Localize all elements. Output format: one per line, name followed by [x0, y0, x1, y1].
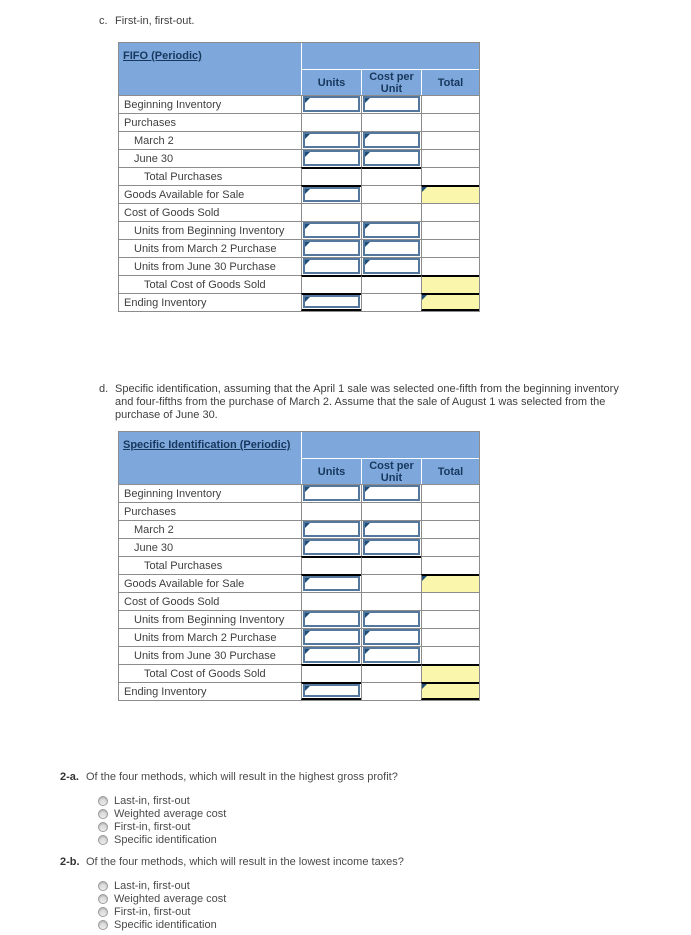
row-label: Ending Inventory — [119, 293, 301, 311]
cell-cpu — [361, 484, 421, 502]
cell-marker-triangle-icon — [422, 295, 427, 300]
radio-option-label: Specific identification — [114, 918, 217, 931]
cell-marker-triangle-icon — [305, 242, 310, 247]
cell-marker-triangle-icon — [305, 487, 310, 492]
cell-cpu — [361, 664, 421, 682]
radio-option-label: Last-in, first-out — [114, 794, 190, 807]
radio-button-icon[interactable] — [98, 881, 108, 891]
cell-marker-triangle-icon — [365, 152, 370, 157]
cell-total — [421, 221, 479, 239]
row-label: Beginning Inventory — [119, 95, 301, 113]
cell-total — [421, 484, 479, 502]
cell-units — [301, 257, 361, 275]
row-label: Ending Inventory — [119, 682, 301, 700]
radio-button-icon[interactable] — [98, 835, 108, 845]
result-cell[interactable] — [421, 185, 479, 203]
question-2a — [60, 771, 398, 846]
cell-marker-triangle-icon — [365, 487, 370, 492]
cell-cpu — [361, 610, 421, 628]
cell-marker-triangle-icon — [365, 98, 370, 103]
cell-units — [301, 682, 361, 700]
cell-units — [301, 484, 361, 502]
radio-option-label: Weighted average cost — [114, 807, 227, 820]
cell-units — [301, 520, 361, 538]
input-cell[interactable] — [303, 96, 360, 112]
cell-units — [301, 131, 361, 149]
cell-marker-triangle-icon — [365, 649, 370, 654]
result-cell — [421, 275, 479, 293]
cell-marker-triangle-icon — [422, 684, 427, 689]
result-cell[interactable] — [421, 682, 479, 700]
row-label: Total Cost of Goods Sold — [119, 664, 301, 682]
cell-units — [301, 149, 361, 167]
cell-cpu — [361, 682, 421, 700]
result-cell[interactable] — [421, 293, 479, 311]
input-cell[interactable] — [363, 521, 420, 537]
radio-button-icon[interactable] — [98, 809, 108, 819]
cell-units — [301, 185, 361, 203]
input-cell[interactable] — [303, 222, 360, 238]
question-2b — [60, 856, 404, 931]
input-cell[interactable] — [303, 647, 360, 663]
section-c — [99, 15, 630, 28]
cell-cpu — [361, 275, 421, 293]
cell-marker-triangle-icon — [422, 187, 427, 192]
radio-option[interactable] — [98, 905, 404, 918]
cell-marker-triangle-icon — [305, 152, 310, 157]
cell-marker-triangle-icon — [305, 649, 310, 654]
section-d-text: Specific identification, assuming that the April 1 sale was selected one-fifth from the beginning inventory and four-fifths from the purchase of March 2. Assume that the sale of August 1 was selected from the purchase of June 30. — [115, 383, 619, 421]
cell-marker-triangle-icon — [365, 224, 370, 229]
row-label: March 2 — [119, 131, 301, 149]
input-cell[interactable] — [303, 521, 360, 537]
cell-marker-triangle-icon — [305, 541, 310, 546]
input-cell[interactable] — [363, 485, 420, 501]
cell-units — [301, 664, 361, 682]
header-spacer — [301, 43, 479, 69]
cell-marker-triangle-icon — [305, 189, 310, 194]
cell-cpu — [361, 257, 421, 275]
column-header-total: Total — [421, 458, 479, 484]
cell-marker-triangle-icon — [305, 224, 310, 229]
cell-cpu — [361, 293, 421, 311]
cell-marker-triangle-icon — [305, 98, 310, 103]
cell-total — [421, 95, 479, 113]
radio-option[interactable] — [98, 807, 398, 820]
row-label: Cost of Goods Sold — [119, 592, 301, 610]
header-blank — [119, 458, 301, 484]
input-cell[interactable] — [363, 150, 420, 166]
row-label: Units from Beginning Inventory — [119, 610, 301, 628]
cell-total — [421, 239, 479, 257]
radio-option-label: Specific identification — [114, 833, 217, 846]
input-cell[interactable] — [363, 222, 420, 238]
radio-option-label: Weighted average cost — [114, 892, 227, 905]
cell-units — [301, 95, 361, 113]
cell-units — [301, 646, 361, 664]
row-label: Units from Beginning Inventory — [119, 221, 301, 239]
row-label: Units from March 2 Purchase — [119, 239, 301, 257]
cell-units — [301, 203, 361, 221]
cell-total — [421, 502, 479, 520]
cell-cpu — [361, 113, 421, 131]
cell-marker-triangle-icon — [305, 631, 310, 636]
input-cell[interactable] — [363, 132, 420, 148]
input-cell[interactable] — [303, 539, 360, 555]
column-header-cost-per-unit: Cost per Unit — [361, 69, 421, 95]
radio-option[interactable] — [98, 918, 404, 931]
radio-button-icon[interactable] — [98, 796, 108, 806]
input-cell[interactable] — [363, 258, 420, 274]
cell-marker-triangle-icon — [422, 576, 427, 581]
row-label: June 30 — [119, 538, 301, 556]
cell-units — [301, 574, 361, 592]
cell-cpu — [361, 646, 421, 664]
row-label: Units from March 2 Purchase — [119, 628, 301, 646]
cell-cpu — [361, 221, 421, 239]
table-title: FIFO (Periodic) — [119, 43, 301, 69]
input-cell[interactable] — [303, 629, 360, 645]
cell-total — [421, 257, 479, 275]
radio-option[interactable] — [98, 879, 404, 892]
section-d — [99, 383, 630, 422]
cell-marker-triangle-icon — [305, 613, 310, 618]
row-label: Purchases — [119, 113, 301, 131]
section-c-label: c. — [99, 15, 108, 27]
cell-cpu — [361, 628, 421, 646]
cell-total — [421, 592, 479, 610]
result-cell — [421, 664, 479, 682]
cell-marker-triangle-icon — [305, 523, 310, 528]
cell-units — [301, 628, 361, 646]
cell-total — [421, 610, 479, 628]
cell-cpu — [361, 538, 421, 556]
row-label: Goods Available for Sale — [119, 574, 301, 592]
cell-units — [301, 113, 361, 131]
column-header-cost-per-unit: Cost per Unit — [361, 458, 421, 484]
question-text: Of the four methods, which will result in the lowest income taxes? — [86, 856, 404, 868]
cell-cpu — [361, 167, 421, 185]
input-cell[interactable] — [303, 258, 360, 274]
row-label: June 30 — [119, 149, 301, 167]
cell-cpu — [361, 502, 421, 520]
cell-cpu — [361, 203, 421, 221]
cell-units — [301, 167, 361, 185]
cell-marker-triangle-icon — [365, 523, 370, 528]
section-c-text: First-in, first-out. — [115, 15, 195, 27]
radio-option[interactable] — [98, 820, 398, 833]
cell-cpu — [361, 592, 421, 610]
specific-identification-table — [118, 431, 480, 701]
row-label: Purchases — [119, 502, 301, 520]
radio-group-2b — [98, 879, 404, 931]
question-text: Of the four methods, which will result in the highest gross profit? — [86, 771, 398, 783]
radio-option-label: Last-in, first-out — [114, 879, 190, 892]
cell-units — [301, 275, 361, 293]
cell-total — [421, 628, 479, 646]
input-cell[interactable] — [363, 611, 420, 627]
row-label: Cost of Goods Sold — [119, 203, 301, 221]
input-cell[interactable] — [303, 132, 360, 148]
fifo-periodic-table — [118, 42, 480, 312]
radio-button-icon[interactable] — [98, 822, 108, 832]
cell-units — [301, 610, 361, 628]
row-label: Total Purchases — [119, 556, 301, 574]
cell-cpu — [361, 149, 421, 167]
cell-cpu — [361, 239, 421, 257]
question-number: 2-b. — [60, 856, 80, 868]
radio-button-icon[interactable] — [98, 894, 108, 904]
column-header-total: Total — [421, 69, 479, 95]
radio-group-2a — [98, 794, 398, 846]
cell-cpu — [361, 520, 421, 538]
cell-marker-triangle-icon — [365, 613, 370, 618]
row-label: Total Cost of Goods Sold — [119, 275, 301, 293]
radio-option-label: First-in, first-out — [114, 820, 191, 833]
cell-total — [421, 556, 479, 574]
header-spacer — [301, 432, 479, 458]
input-cell[interactable] — [303, 576, 360, 591]
input-cell[interactable] — [303, 150, 360, 166]
row-label: Units from June 30 Purchase — [119, 646, 301, 664]
cell-total — [421, 149, 479, 167]
header-blank — [119, 69, 301, 95]
row-label: Units from June 30 Purchase — [119, 257, 301, 275]
cell-total — [421, 520, 479, 538]
cell-units — [301, 239, 361, 257]
radio-option[interactable] — [98, 892, 404, 905]
row-label: Total Purchases — [119, 167, 301, 185]
cell-marker-triangle-icon — [305, 578, 310, 583]
radio-option[interactable] — [98, 833, 398, 846]
cell-marker-triangle-icon — [305, 134, 310, 139]
cell-cpu — [361, 131, 421, 149]
cell-marker-triangle-icon — [365, 631, 370, 636]
row-label: March 2 — [119, 520, 301, 538]
cell-marker-triangle-icon — [365, 134, 370, 139]
cell-cpu — [361, 556, 421, 574]
cell-units — [301, 502, 361, 520]
input-cell[interactable] — [303, 684, 360, 697]
input-cell[interactable] — [303, 611, 360, 627]
column-header-units: Units — [301, 69, 361, 95]
input-cell[interactable] — [363, 539, 420, 555]
cell-marker-triangle-icon — [305, 297, 310, 302]
cell-total — [421, 167, 479, 185]
radio-button-icon[interactable] — [98, 907, 108, 917]
cell-total — [421, 646, 479, 664]
cell-units — [301, 556, 361, 574]
cell-marker-triangle-icon — [365, 541, 370, 546]
cell-total — [421, 113, 479, 131]
radio-option-label: First-in, first-out — [114, 905, 191, 918]
table-title: Specific Identification (Periodic) — [119, 432, 301, 458]
cell-cpu — [361, 574, 421, 592]
cell-total — [421, 131, 479, 149]
input-cell[interactable] — [303, 240, 360, 256]
question-number: 2-a. — [60, 771, 79, 783]
input-cell[interactable] — [363, 96, 420, 112]
cell-marker-triangle-icon — [305, 260, 310, 265]
cell-marker-triangle-icon — [365, 260, 370, 265]
input-cell[interactable] — [303, 485, 360, 501]
radio-button-icon[interactable] — [98, 920, 108, 930]
input-cell[interactable] — [363, 629, 420, 645]
result-cell[interactable] — [421, 574, 479, 592]
cell-cpu — [361, 185, 421, 203]
row-label: Goods Available for Sale — [119, 185, 301, 203]
input-cell[interactable] — [363, 240, 420, 256]
cell-units — [301, 592, 361, 610]
radio-option[interactable] — [98, 794, 398, 807]
column-header-units: Units — [301, 458, 361, 484]
cell-marker-triangle-icon — [305, 686, 310, 691]
cell-units — [301, 293, 361, 311]
input-cell[interactable] — [363, 647, 420, 663]
cell-total — [421, 203, 479, 221]
cell-marker-triangle-icon — [365, 242, 370, 247]
row-label: Beginning Inventory — [119, 484, 301, 502]
input-cell[interactable] — [303, 187, 360, 202]
cell-units — [301, 538, 361, 556]
section-d-label: d. — [99, 383, 109, 395]
cell-total — [421, 538, 479, 556]
input-cell[interactable] — [303, 295, 360, 308]
cell-units — [301, 221, 361, 239]
cell-cpu — [361, 95, 421, 113]
